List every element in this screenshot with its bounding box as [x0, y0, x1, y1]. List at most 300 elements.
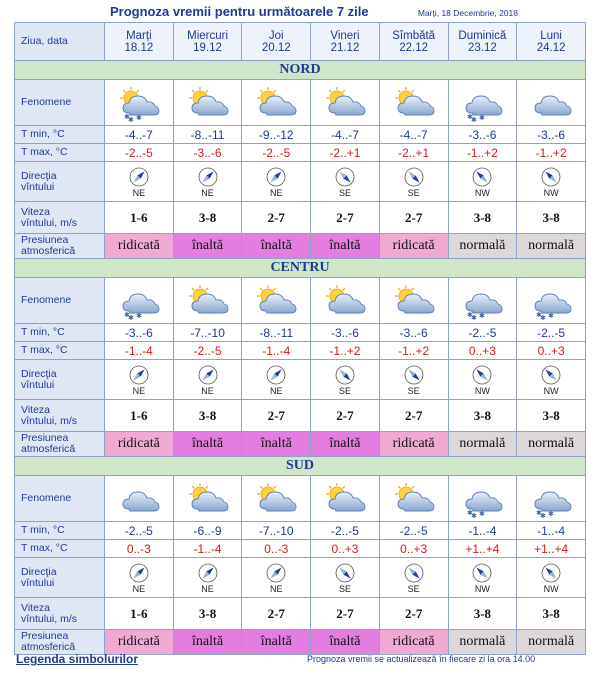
wind-direction-cell	[242, 360, 311, 400]
tmax-cell: -2..-5	[105, 144, 174, 162]
pressure-cell: ridicată	[379, 432, 448, 457]
pressure-row	[15, 234, 586, 259]
wind-speed-cell: 3-8	[173, 202, 242, 234]
pressure-cell: normală	[517, 432, 586, 457]
tmin-label-line1: T min, °C	[21, 326, 65, 338]
tmax-label-line1: T max, °C	[21, 542, 68, 554]
tmax-cell: -2..+1	[379, 144, 448, 162]
wind-direction-cell	[517, 162, 586, 202]
compass-icon	[517, 167, 585, 187]
svg-text:✱: ✱	[123, 112, 130, 121]
pressure-cell: înaltă	[242, 630, 311, 655]
wind-direction-text: NW	[474, 584, 490, 594]
tmin-row	[15, 522, 586, 540]
day-date: 19.12	[193, 41, 222, 54]
tmin-row	[15, 324, 586, 342]
wind-direction-cell	[311, 360, 380, 400]
region-title: SUD	[15, 457, 586, 476]
update-note: Prognoza vremii se actualizează în fiecare zi la ora 14.00	[307, 654, 536, 664]
tmax-cell: -1..-4	[105, 342, 174, 360]
tmax-cell: -1..+2	[311, 342, 380, 360]
tmax-cell: 0..+3	[448, 342, 517, 360]
tmin-cell: -4..-7	[105, 126, 174, 144]
day-name: Marți	[126, 29, 152, 42]
phenomena-cell	[517, 278, 586, 324]
wind-speed-row	[15, 598, 586, 630]
svg-text:✱: ✱	[479, 509, 486, 518]
wind-direction-row	[15, 360, 586, 400]
pressure-cell: ridicată	[105, 630, 174, 655]
cloud-icon	[517, 83, 585, 123]
pressure-cell: înaltă	[173, 630, 242, 655]
wind-direction-text: NE	[270, 188, 283, 198]
wind-speed-cell: 1-6	[105, 202, 174, 234]
day-name: Vineri	[330, 29, 360, 42]
svg-text:✱: ✱	[471, 115, 478, 123]
svg-text:✱: ✱	[135, 113, 142, 122]
tmin-cell: -2..-5	[379, 522, 448, 540]
svg-text:✱: ✱	[471, 313, 478, 321]
region-row-centru	[15, 259, 586, 278]
svg-text:✱: ✱	[123, 310, 130, 319]
day-header-5	[448, 23, 517, 61]
phenomena-cell	[242, 476, 311, 522]
pressure-row	[15, 432, 586, 457]
pressure-cell: ridicată	[379, 234, 448, 259]
sun-cloud-icon	[174, 479, 242, 519]
wind-direction-row	[15, 162, 586, 202]
wind-speed-cell: 3-8	[448, 202, 517, 234]
pressure-label-line2: atmosferică	[21, 641, 76, 653]
svg-text:✱: ✱	[479, 113, 486, 122]
tmin-label	[15, 522, 105, 540]
pressure-cell: normală	[448, 630, 517, 655]
tmin-label-line1: T min, °C	[21, 524, 65, 536]
wind-direction-text: SE	[407, 584, 420, 594]
forecast-table	[14, 22, 586, 655]
tmin-label	[15, 324, 105, 342]
sun-cloud-icon	[174, 83, 242, 123]
wind-direction-cell	[311, 558, 380, 598]
wind-direction-label	[15, 162, 105, 202]
wind-speed-row	[15, 202, 586, 234]
tmax-cell: 0..-3	[105, 540, 174, 558]
compass-icon	[449, 365, 517, 385]
wind-direction-cell	[448, 162, 517, 202]
cloud-snow-icon	[517, 281, 585, 321]
wind-speed-cell: 2-7	[379, 202, 448, 234]
wind-direction-cell	[105, 558, 174, 598]
wind-speed-cell: 2-7	[379, 598, 448, 630]
day-header-2	[242, 23, 311, 61]
tmax-cell: 0..+3	[311, 540, 380, 558]
tmax-row	[15, 342, 586, 360]
tmax-label	[15, 342, 105, 360]
wind-direction-row	[15, 558, 586, 598]
tmin-row	[15, 126, 586, 144]
wind-direction-cell	[173, 558, 242, 598]
tmin-cell: -3..-6	[105, 324, 174, 342]
current-date: Marți, 18 Decembrie, 2018	[417, 8, 518, 18]
wind-direction-text: NE	[201, 584, 214, 594]
day-date: 21.12	[330, 41, 360, 54]
day-name: Luni	[540, 29, 562, 42]
tmin-cell: -7..-10	[242, 522, 311, 540]
sun-cloud-icon	[380, 479, 448, 519]
phenomena-cell	[448, 278, 517, 324]
tmax-cell: -2..-5	[173, 342, 242, 360]
wind-speed-cell: 2-7	[311, 202, 380, 234]
phenomena-cell	[379, 80, 448, 126]
wind-speed-label-line1: Viteza	[21, 601, 50, 614]
phenomena-cell	[242, 278, 311, 324]
pressure-cell: înaltă	[242, 432, 311, 457]
tmax-cell: -1..+2	[379, 342, 448, 360]
wind-direction-text: NW	[543, 386, 559, 396]
phenomena-cell	[311, 80, 380, 126]
pressure-cell: înaltă	[242, 234, 311, 259]
phenomena-cell	[311, 476, 380, 522]
phenomena-cell	[105, 476, 174, 522]
pressure-cell: normală	[448, 234, 517, 259]
phenomena-cell	[379, 278, 448, 324]
phenomena-cell	[517, 80, 586, 126]
wind-direction-label	[15, 360, 105, 400]
wind-direction-text: NE	[132, 188, 146, 198]
tmax-row	[15, 540, 586, 558]
compass-icon	[105, 563, 173, 583]
pressure-label-line1: Presiunea	[21, 432, 69, 444]
wind-direction-text: SE	[407, 386, 420, 396]
wind-speed-label-line2: vîntului, m/s	[21, 612, 78, 625]
compass-icon	[105, 167, 173, 187]
wind-speed-label-line2: vîntului, m/s	[21, 414, 78, 427]
tmin-cell: -2..-5	[517, 324, 586, 342]
pressure-cell: înaltă	[311, 432, 380, 457]
sun-cloud-icon	[242, 281, 310, 321]
svg-text:✱: ✱	[467, 112, 474, 121]
tmax-cell: -1..+2	[517, 144, 586, 162]
tmin-cell: -8..-11	[173, 126, 242, 144]
tmin-cell: -4..-7	[311, 126, 380, 144]
pressure-cell: înaltă	[311, 234, 380, 259]
pressure-cell: înaltă	[173, 432, 242, 457]
wind-speed-label	[15, 598, 105, 630]
pressure-label-line1: Presiunea	[21, 234, 69, 246]
sun-cloud-icon	[311, 281, 379, 321]
tmin-cell: -2..-5	[311, 522, 380, 540]
wind-speed-cell: 2-7	[379, 400, 448, 432]
region-title: NORD	[15, 61, 586, 80]
svg-text:✱: ✱	[127, 313, 134, 321]
tmin-cell: -6..-9	[173, 522, 242, 540]
tmax-label	[15, 144, 105, 162]
wind-speed-label	[15, 400, 105, 432]
wind-direction-text: SE	[338, 584, 351, 594]
wind-speed-cell: 1-6	[105, 598, 174, 630]
cloud-snow-icon	[517, 479, 585, 519]
sun-cloud-icon	[242, 83, 310, 123]
phenomena-cell	[105, 278, 174, 324]
day-header-4	[379, 23, 448, 61]
wind-direction-label-line2: vîntului	[21, 378, 55, 391]
phenomena-row	[15, 476, 586, 522]
wind-speed-cell: 2-7	[242, 202, 311, 234]
wind-direction-text: SE	[338, 386, 351, 396]
wind-direction-text: NW	[543, 188, 559, 198]
wind-direction-cell	[379, 162, 448, 202]
phenomena-label	[15, 80, 105, 126]
cloud-snow-icon	[105, 281, 173, 321]
page-title: Prognoza vremii pentru următoarele 7 zile	[110, 4, 369, 19]
svg-text:✱: ✱	[548, 509, 554, 518]
pressure-label-line2: atmosferică	[21, 443, 76, 455]
compass-icon	[517, 365, 585, 385]
phenomena-label	[15, 476, 105, 522]
compass-icon	[449, 563, 517, 583]
phenomena-label-line1: Fenomene	[21, 492, 72, 504]
wind-direction-text: NE	[270, 584, 283, 594]
pressure-cell: înaltă	[311, 630, 380, 655]
wind-speed-label	[15, 202, 105, 234]
wind-direction-cell	[105, 360, 174, 400]
phenomena-cell	[379, 476, 448, 522]
svg-text:✱: ✱	[479, 311, 486, 320]
wind-speed-cell: 3-8	[173, 400, 242, 432]
phenomena-cell	[173, 80, 242, 126]
wind-speed-label-line1: Viteza	[21, 403, 50, 416]
svg-text:✱: ✱	[548, 311, 554, 320]
legend-link[interactable]: Legenda simbolurilor	[16, 652, 139, 666]
day-date: 18.12	[124, 41, 154, 54]
wind-speed-label-line1: Viteza	[21, 205, 50, 218]
wind-direction-cell	[517, 360, 586, 400]
pressure-label	[15, 234, 105, 259]
wind-direction-cell	[173, 360, 242, 400]
wind-direction-cell	[105, 162, 174, 202]
wind-direction-cell	[173, 162, 242, 202]
compass-icon	[517, 563, 585, 583]
tmax-cell: 0..+3	[379, 540, 448, 558]
wind-direction-text: SE	[407, 188, 420, 198]
tmax-cell: -1..-4	[242, 342, 311, 360]
tmax-label	[15, 540, 105, 558]
day-header-6	[517, 23, 586, 61]
compass-icon	[242, 563, 310, 583]
phenomena-cell	[448, 80, 517, 126]
sun-cloud-icon	[380, 83, 448, 123]
wind-speed-cell: 1-6	[105, 400, 174, 432]
forecast-table-wrapper	[14, 22, 586, 655]
wind-speed-cell: 3-8	[448, 400, 517, 432]
pressure-cell: înaltă	[173, 234, 242, 259]
wind-direction-text: NE	[201, 386, 214, 396]
svg-text:✱: ✱	[540, 511, 546, 519]
phenomena-row	[15, 80, 586, 126]
phenomena-label-line1: Fenomene	[21, 294, 72, 306]
region-title: CENTRU	[15, 259, 586, 278]
tmin-cell: -2..-5	[448, 324, 517, 342]
wind-direction-text: NE	[132, 386, 146, 396]
phenomena-cell	[517, 476, 586, 522]
day-name: Joi	[268, 29, 284, 42]
cloud-snow-icon	[449, 281, 517, 321]
tmin-cell: -1..-4	[517, 522, 586, 540]
compass-icon	[380, 563, 448, 583]
svg-text:✱: ✱	[536, 310, 542, 319]
cloud-snow-icon	[449, 479, 517, 519]
tmax-cell: 0..+3	[517, 342, 586, 360]
tmax-cell: -2..+1	[311, 144, 380, 162]
pressure-label-line2: atmosferică	[21, 245, 76, 257]
day-date-label: Ziua, data	[15, 23, 105, 61]
wind-speed-cell: 2-7	[242, 400, 311, 432]
phenomena-row	[15, 278, 586, 324]
wind-direction-cell	[379, 360, 448, 400]
wind-direction-cell	[517, 558, 586, 598]
compass-icon	[242, 167, 310, 187]
day-date: 22.12	[399, 41, 429, 54]
tmin-cell: -1..-4	[448, 522, 517, 540]
pressure-label	[15, 630, 105, 655]
wind-speed-cell: 3-8	[173, 598, 242, 630]
compass-icon	[174, 167, 242, 187]
svg-text:✱: ✱	[467, 310, 474, 319]
sun-cloud-icon	[311, 83, 379, 123]
wind-direction-text: NE	[270, 386, 283, 396]
pressure-label	[15, 432, 105, 457]
sun-cloud-icon	[311, 479, 379, 519]
wind-direction-label-line2: vîntului	[21, 576, 55, 589]
tmax-label-line1: T max, °C	[21, 146, 68, 158]
wind-direction-label	[15, 558, 105, 598]
tmin-cell: -9..-12	[242, 126, 311, 144]
wind-speed-label-line2: vîntului, m/s	[21, 216, 78, 229]
compass-icon	[380, 167, 448, 187]
compass-icon	[380, 365, 448, 385]
wind-speed-cell: 3-8	[517, 400, 586, 432]
compass-icon	[311, 365, 379, 385]
pressure-label-line1: Presiunea	[21, 630, 69, 642]
day-date: 24.12	[536, 41, 566, 54]
compass-icon	[311, 167, 379, 187]
tmin-cell: -7..-10	[173, 324, 242, 342]
wind-speed-cell: 2-7	[311, 400, 380, 432]
wind-direction-text: NW	[543, 584, 559, 594]
region-row-nord	[15, 61, 586, 80]
wind-speed-cell: 3-8	[448, 598, 517, 630]
phenomena-label-line1: Fenomene	[21, 96, 72, 108]
wind-direction-label-line2: vîntului	[21, 180, 55, 193]
compass-icon	[105, 365, 173, 385]
phenomena-cell	[311, 278, 380, 324]
day-date: 20.12	[261, 41, 291, 54]
pressure-cell: normală	[448, 432, 517, 457]
phenomena-label	[15, 278, 105, 324]
tmin-cell: -2..-5	[105, 522, 174, 540]
svg-text:✱: ✱	[467, 508, 474, 517]
wind-direction-cell	[448, 558, 517, 598]
wind-speed-cell: 3-8	[517, 202, 586, 234]
tmin-cell: -8..-11	[242, 324, 311, 342]
phenomena-cell	[448, 476, 517, 522]
svg-text:✱: ✱	[135, 311, 142, 320]
compass-icon	[242, 365, 310, 385]
wind-direction-cell	[311, 162, 380, 202]
phenomena-cell	[173, 278, 242, 324]
pressure-row	[15, 630, 586, 655]
wind-direction-label-line1: Direcţia	[21, 169, 57, 182]
sun-cloud-icon	[380, 281, 448, 321]
day-date: 23.12	[467, 41, 497, 54]
phenomena-cell	[242, 80, 311, 126]
wind-direction-text: SE	[338, 188, 351, 198]
day-header-3	[311, 23, 380, 61]
tmax-cell: -1..-4	[173, 540, 242, 558]
cloud-icon	[105, 479, 173, 519]
tmax-cell: -2..-5	[242, 144, 311, 162]
tmax-cell: +1..+4	[517, 540, 586, 558]
wind-direction-text: NW	[474, 188, 490, 198]
region-row-sud	[15, 457, 586, 476]
compass-icon	[311, 563, 379, 583]
phenomena-cell	[105, 80, 174, 126]
tmax-cell: 0..-3	[242, 540, 311, 558]
tmin-label-line1: T min, °C	[21, 128, 65, 140]
tmin-cell: -3..-6	[379, 324, 448, 342]
svg-text:✱: ✱	[536, 508, 542, 517]
sun-cloud-icon	[242, 479, 310, 519]
tmin-cell: -3..-6	[517, 126, 586, 144]
wind-direction-cell	[242, 162, 311, 202]
tmin-label	[15, 126, 105, 144]
wind-direction-cell	[242, 558, 311, 598]
compass-icon	[449, 167, 517, 187]
wind-direction-text: NE	[132, 584, 146, 594]
day-header-1	[173, 23, 242, 61]
tmax-cell: -1..+2	[448, 144, 517, 162]
svg-text:✱: ✱	[540, 313, 546, 321]
wind-direction-label-line1: Direcţia	[21, 565, 57, 578]
compass-icon	[174, 365, 242, 385]
wind-direction-cell	[379, 558, 448, 598]
wind-direction-cell	[448, 360, 517, 400]
day-name: Miercuri	[187, 29, 228, 42]
tmin-cell: -3..-6	[448, 126, 517, 144]
pressure-cell: normală	[517, 234, 586, 259]
pressure-cell: ridicată	[105, 432, 174, 457]
pressure-cell: ridicată	[105, 234, 174, 259]
wind-speed-cell: 3-8	[517, 598, 586, 630]
svg-text:✱: ✱	[127, 115, 134, 123]
day-header-0	[105, 23, 174, 61]
wind-direction-label-line1: Direcţia	[21, 367, 57, 380]
days-header-row	[15, 23, 586, 61]
pressure-cell: ridicată	[379, 630, 448, 655]
wind-speed-cell: 2-7	[311, 598, 380, 630]
wind-direction-text: NW	[474, 386, 490, 396]
tmax-cell: -3..-6	[173, 144, 242, 162]
tmin-cell: -3..-6	[311, 324, 380, 342]
tmax-cell: +1..+4	[448, 540, 517, 558]
phenomena-cell	[173, 476, 242, 522]
day-name: Sîmbătă	[392, 29, 436, 42]
tmin-cell: -4..-7	[379, 126, 448, 144]
compass-icon	[174, 563, 242, 583]
wind-direction-text: NE	[201, 188, 214, 198]
sun-cloud-snow-icon	[105, 83, 173, 123]
pressure-cell: normală	[517, 630, 586, 655]
